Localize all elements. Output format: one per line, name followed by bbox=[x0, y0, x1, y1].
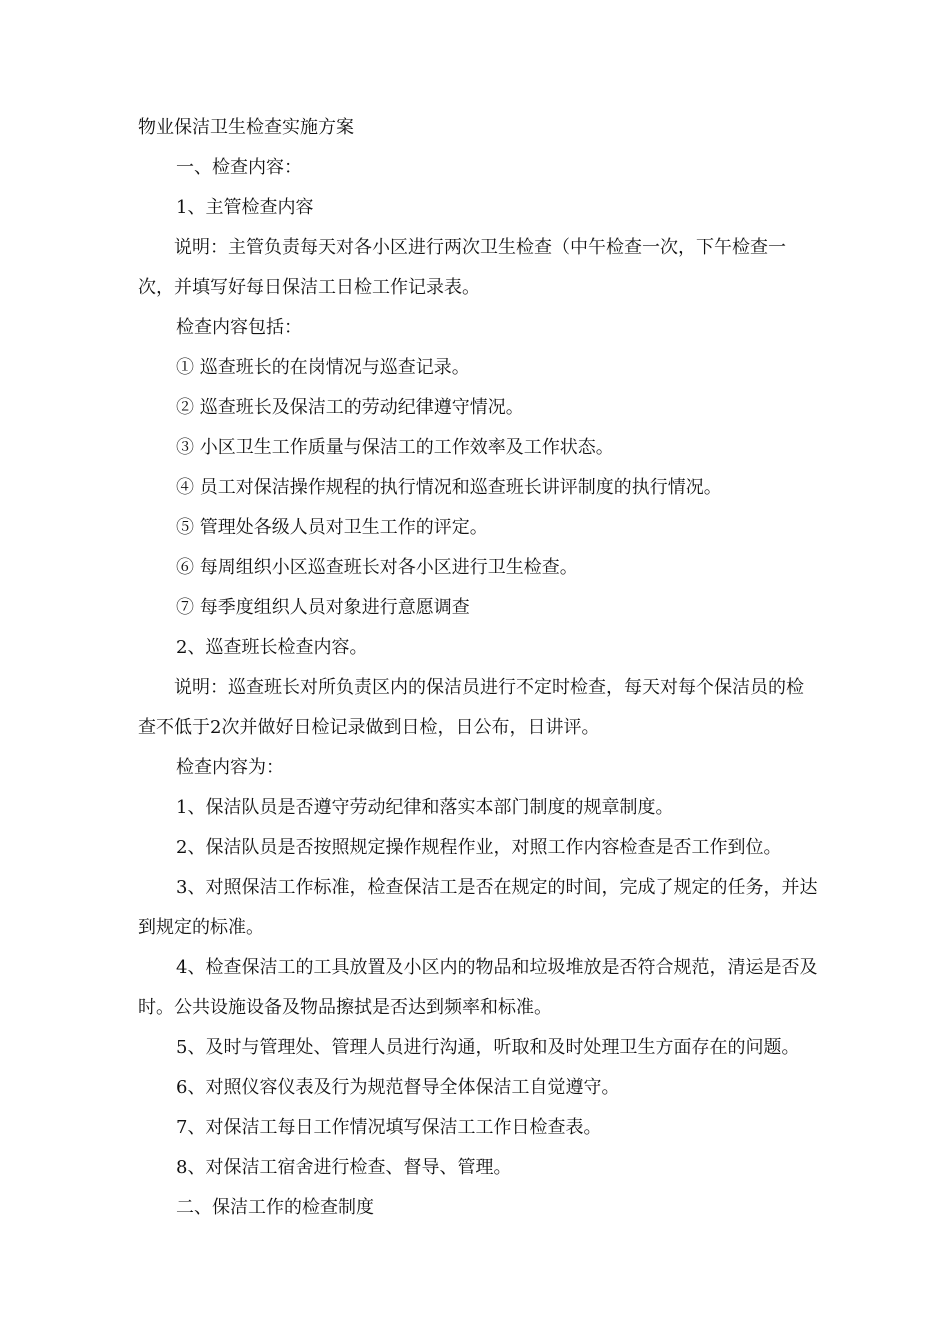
list-item: ④ 员工对保洁操作规程的执行情况和巡查班长讲评制度的执行情况。 bbox=[176, 477, 722, 498]
paragraph-line: 次，并填写好每日保洁工日检工作记录表。 bbox=[138, 277, 480, 298]
list-item: 3、对照保洁工作标准，检查保洁工是否在规定的时间，完成了规定的任务，并达 bbox=[176, 877, 818, 898]
list-item: 2、保洁队员是否按照规定操作规程作业，对照工作内容检查是否工作到位。 bbox=[176, 837, 782, 858]
paragraph-line: 检查内容包括： bbox=[176, 317, 302, 338]
list-item: ⑦ 每季度组织人员对象进行意愿调查 bbox=[176, 597, 470, 618]
list-item-continuation: 时。公共设施设备及物品擦拭是否达到频率和标准。 bbox=[138, 997, 552, 1018]
document-title: 物业保洁卫生检查实施方案 bbox=[138, 117, 354, 138]
list-item-continuation: 到规定的标准。 bbox=[138, 917, 264, 938]
subsection-heading: 1、主管检查内容 bbox=[176, 197, 314, 218]
list-item: ⑤ 管理处各级人员对卫生工作的评定。 bbox=[176, 517, 488, 538]
list-item: ② 巡查班长及保洁工的劳动纪律遵守情况。 bbox=[176, 397, 524, 418]
list-item: 1、保洁队员是否遵守劳动纪律和落实本部门制度的规章制度。 bbox=[176, 797, 674, 818]
paragraph-line: 说明：主管负责每天对各小区进行两次卫生检查（中午检查一次，下午检查一 bbox=[174, 237, 786, 258]
list-item: 8、对保洁工宿舍进行检查、督导、管理。 bbox=[176, 1157, 512, 1178]
section-heading: 二、保洁工作的检查制度 bbox=[176, 1197, 374, 1218]
list-item: 5、及时与管理处、管理人员进行沟通，听取和及时处理卫生方面存在的问题。 bbox=[176, 1037, 800, 1058]
list-item: 7、对保洁工每日工作情况填写保洁工工作日检查表。 bbox=[176, 1117, 602, 1138]
list-item: ⑥ 每周组织小区巡查班长对各小区进行卫生检查。 bbox=[176, 557, 578, 578]
paragraph-line: 检查内容为： bbox=[176, 757, 284, 778]
list-item: 4、检查保洁工的工具放置及小区内的物品和垃圾堆放是否符合规范，清运是否及 bbox=[176, 957, 818, 978]
section-heading: 一、检查内容： bbox=[176, 157, 302, 178]
list-item: 6、对照仪容仪表及行为规范督导全体保洁工自觉遵守。 bbox=[176, 1077, 620, 1098]
paragraph-line: 查不低于2次并做好日检记录做到日检，日公布，日讲评。 bbox=[138, 717, 600, 738]
paragraph-line: 说明：巡查班长对所负责区内的保洁员进行不定时检查，每天对每个保洁员的检 bbox=[174, 677, 804, 698]
list-item: ③ 小区卫生工作质量与保洁工的工作效率及工作状态。 bbox=[176, 437, 614, 458]
list-item: ① 巡查班长的在岗情况与巡查记录。 bbox=[176, 357, 470, 378]
document-body bbox=[138, 108, 862, 1228]
subsection-heading: 2、巡查班长检查内容。 bbox=[176, 637, 368, 658]
